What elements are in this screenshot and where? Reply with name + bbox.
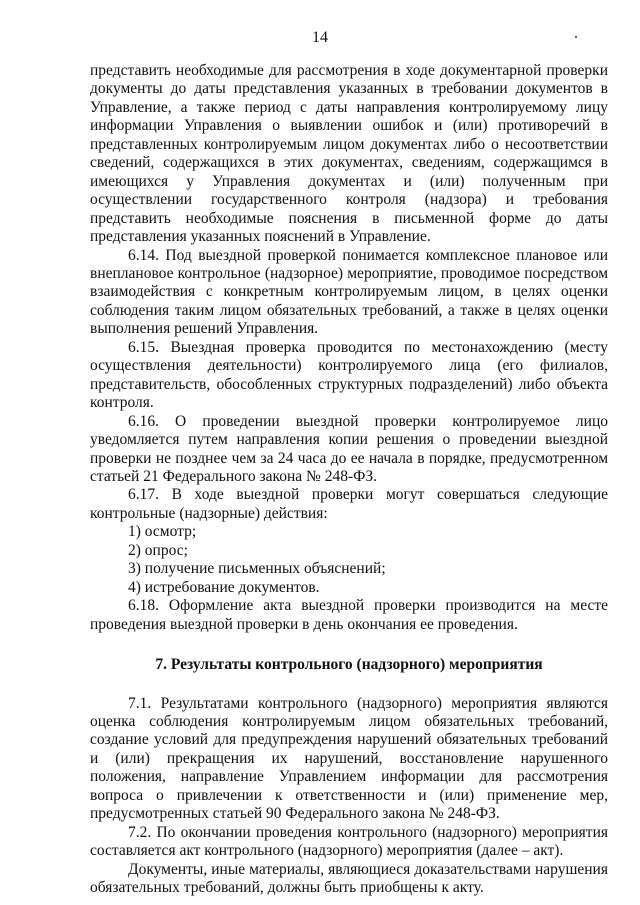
page-number: 14: [312, 29, 328, 46]
paragraph-continuation: представить необходимые для рассмотрения в ходе документарной проверки документы до даты представления указанных в требовании документов в Управление, а также период с даты направления контролируемому лицу информации Управления о выявлении ошибок и (или) противоречий в представленных контролируемым лицом документах либо о несоответствии сведений, содержащихся в этих документах, сведениям, содержащимся в имеющихся у Управления документах и (или) полученным при осуществлении государственного контроля (надзора) и требования представить необходимые пояснения в письменной форме до даты представления указанных пояснений в Управление.: [90, 62, 608, 246]
paragraph-6-17: 6.17. В ходе выездной проверки могут совершаться следующие контрольные (надзорные) действия:: [90, 486, 608, 522]
paragraph-6-15: 6.15. Выездная проверка проводится по местонахождению (месту осуществления деятельности) контролируемого лица (его филиалов, представительств, обособленных структурных подразделений) либо объекта контроля.: [90, 338, 608, 412]
paragraph-evidence: Документы, иные материалы, являющиеся доказательствами нарушения обязательных требований, должны быть приобщены к акту.: [90, 860, 608, 897]
document-body: [90, 62, 608, 897]
paragraph-6-16: 6.16. О проведении выездной проверки контролируемое лицо уведомляется путем направления копии решения о проведении выездной проверки не позднее чем за 24 часа до ее начала в порядке, предусмотренном статьей 21 Федерального закона № 248-ФЗ.: [90, 412, 608, 485]
list-item-document-request: 4) истребование документов.: [128, 578, 320, 596]
list-item-survey: 2) опрос;: [128, 541, 188, 559]
paragraph-7-2: 7.2. По окончании проведения контрольного (надзорного) мероприятия составляется акт контрольного (надзорного) мероприятия (далее – акт).: [90, 823, 608, 860]
section-heading: 7. Результаты контрольного (надзорного) мероприятия: [155, 656, 543, 674]
paragraph-6-18: 6.18. Оформление акта выездной проверки производится на месте проведения выездной проверки в день окончания ее проведения.: [90, 597, 608, 633]
list-item-inspection: 1) осмотр;: [128, 523, 197, 541]
paragraph-6-14: 6.14. Под выездной проверкой понимается комплексное плановое или внеплановое контрольное (надзорное) мероприятие, проводимое посредством взаимодействия с конкретным контролируемым лицом, в целях оценки соблюдения таким лицом обязательных требований, а также в целях оценки выполнения решений Управления.: [90, 246, 608, 338]
list-item-written-explanations: 3) получение письменных объяснений;: [128, 560, 386, 578]
scan-speck: [575, 36, 577, 38]
paragraph-7-1: 7.1. Результатами контрольного (надзорного) мероприятия являются оценка соблюдения контролируемым лицом обязательных требований, создание условий для предупреждения нарушений обязательных требований и (или) прекращения их нарушений, восстановление нарушенного положения, направление Управлением информации для рассмотрения вопроса о привлечении к ответственности и (или) применение мер, предусмотренных статьей 90 Федерального закона № 248-ФЗ.: [90, 694, 608, 823]
